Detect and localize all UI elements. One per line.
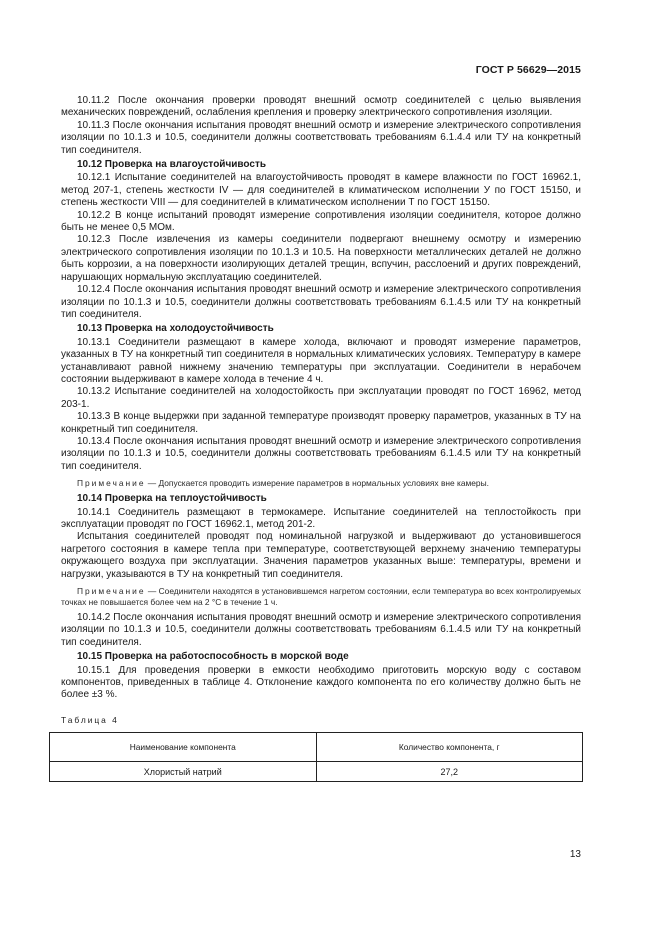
section-heading-10-13: 10.13 Проверка на холодоустойчивость <box>77 323 274 335</box>
section-heading-10-14: 10.14 Проверка на теплоустойчивость <box>77 493 267 505</box>
paragraph-10-12-1: 10.12.1 Испытание соединителей на влагоустойчивость проводят в камере влажности по ГОСТ 16962.1, метод 207-1, степень жесткости IV — для соединителей в климатическом исполнении У по ГОСТ 15150, и степень жесткости VIII — для соединителей в климатическом исполнении Т по ГОСТ 15150. <box>61 172 581 209</box>
paragraph-10-12-3: 10.12.3 После извлечения из камеры соединители подвергают внешнему осмотру и измерению электрического сопротивления изоляции по 10.1.3 и 10.5. На поверхности металлических деталей не должно быть коррозии, а на поверхности изолирующих деталей трещин, вспучин, расслоений и других повреждений, нарушающих нормальную эксплуатацию соединителей. <box>61 234 581 283</box>
section-heading-10-12: 10.12 Проверка на влагоустойчивость <box>77 159 267 171</box>
paragraph-10-14-1: 10.14.1 Соединитель размещают в термокамере. Испытание соединителей на теплостойкость при эксплуатации проводят по ГОСТ 16962.1, метод 201-2. <box>61 506 581 530</box>
section-heading-10-15: 10.15 Проверка на работоспособность в морской воде <box>77 651 349 663</box>
paragraph-10-15-1: 10.15.1 Для проведения проверки в емкости необходимо приготовить морскую воду с составом компонентов, приведенных в таблице 4. Отклонение каждого компонента по его количеству должно быть не более ±3 %. <box>61 664 581 701</box>
components-table <box>49 732 583 782</box>
paragraph-10-14-2: 10.14.2 После окончания испытания проводят внешний осмотр и измерение электрического сопротивления изоляции по 10.1.3 и 10.5, соединители должны соответствовать требованиям 6.1.4.5 или ТУ на конкретный тип соединителя. <box>61 612 581 648</box>
paragraph-10-11-3: 10.11.3 После окончания испытания проводят внешний осмотр и измерение электрического сопротивления изоляции по 10.1.3 и 10.5, соединители должны соответствовать требованиям 6.1.4.4 или ТУ на конкретный тип соединителя. <box>61 119 581 156</box>
paragraph-10-13-3: 10.13.3 В конце выдержки при заданной температуре производят проверку параметров, указанных в ТУ на конкретный тип соединителя. <box>61 411 581 435</box>
note-label: Примечание <box>77 586 146 597</box>
document-id-header: ГОСТ Р 56629—2015 <box>475 64 581 76</box>
note-text: — Допускается проводить измерение параметров в нормальных условиях вне камеры. <box>145 478 489 489</box>
paragraph-10-13-4: 10.13.4 После окончания испытания проводят внешний осмотр и измерение электрического сопротивления изоляции по 10.1.3 и 10.5, соединители должны соответствовать требованиям 6.1.4.5 или ТУ на конкретный тип соединителя. <box>61 435 581 472</box>
note-10-14 <box>61 586 581 608</box>
note-label: Примечание <box>77 478 146 489</box>
paragraph-10-12-4: 10.12.4 После окончания испытания проводят внешний осмотр и измерение электрического сопротивления изоляции по 10.1.3 и 10.5, соединители должны соответствовать требованиям 6.1.4.5 или ТУ на конкретный тип соединителя. <box>61 284 581 320</box>
table-cell: Хлористый натрий <box>50 762 317 782</box>
paragraph-10-14-1-cont: Испытания соединителей проводят под номинальной нагрузкой и выдерживают до установившегося нагретого состояния в камере тепла при температуре, соответствующей верхнему значению температуры окружающего воздуха при эксплуатации. Значения параметров указанных выше: температуры, времени и нагрузки, указываются в ТУ на конкретный тип соединителя. <box>61 531 581 580</box>
table-cell: 27,2 <box>316 762 583 782</box>
table-header-row <box>50 733 583 762</box>
table-header-cell: Наименование компонента <box>50 733 317 762</box>
paragraph-10-12-2: 10.12.2 В конце испытаний проводят измерение сопротивления изоляции соединителя, которое должно быть не менее 0,5 МОм. <box>61 209 581 234</box>
paragraph-10-11-2: 10.11.2 После окончания проверки проводят внешний осмотр соединителей с целью выявления механических повреждений, ослабления крепления и проверку электрического сопротивления изоляции. <box>61 95 581 119</box>
paragraph-10-13-1: 10.13.1 Соединители размещают в камере холода, включают и проводят измерение параметров, указанных в ТУ на конкретный тип соединителя в нормальных климатических условиях. Температуру в камере устанавливают равной нижнему значению температуры при эксплуатации. Соединители в нерабочем состоянии выдерживают в камере холода в течение 4 ч. <box>61 336 581 385</box>
document-body <box>61 95 581 782</box>
note-10-13 <box>61 478 581 489</box>
table-caption: Таблица 4 <box>61 714 119 725</box>
table-row <box>50 762 583 782</box>
paragraph-10-13-2: 10.13.2 Испытание соединителей на холодостойкость при эксплуатации проводят по ГОСТ 16962, метод 203-1. <box>61 386 581 410</box>
page-number: 13 <box>569 849 581 860</box>
note-text: — Соединители находятся в установившемся нагретом состоянии, если температура во всех контролируемых точках не повышается более чем на 2 °С в течение 1 ч. <box>61 586 581 608</box>
table-header-cell: Количество компонента, г <box>316 733 583 762</box>
